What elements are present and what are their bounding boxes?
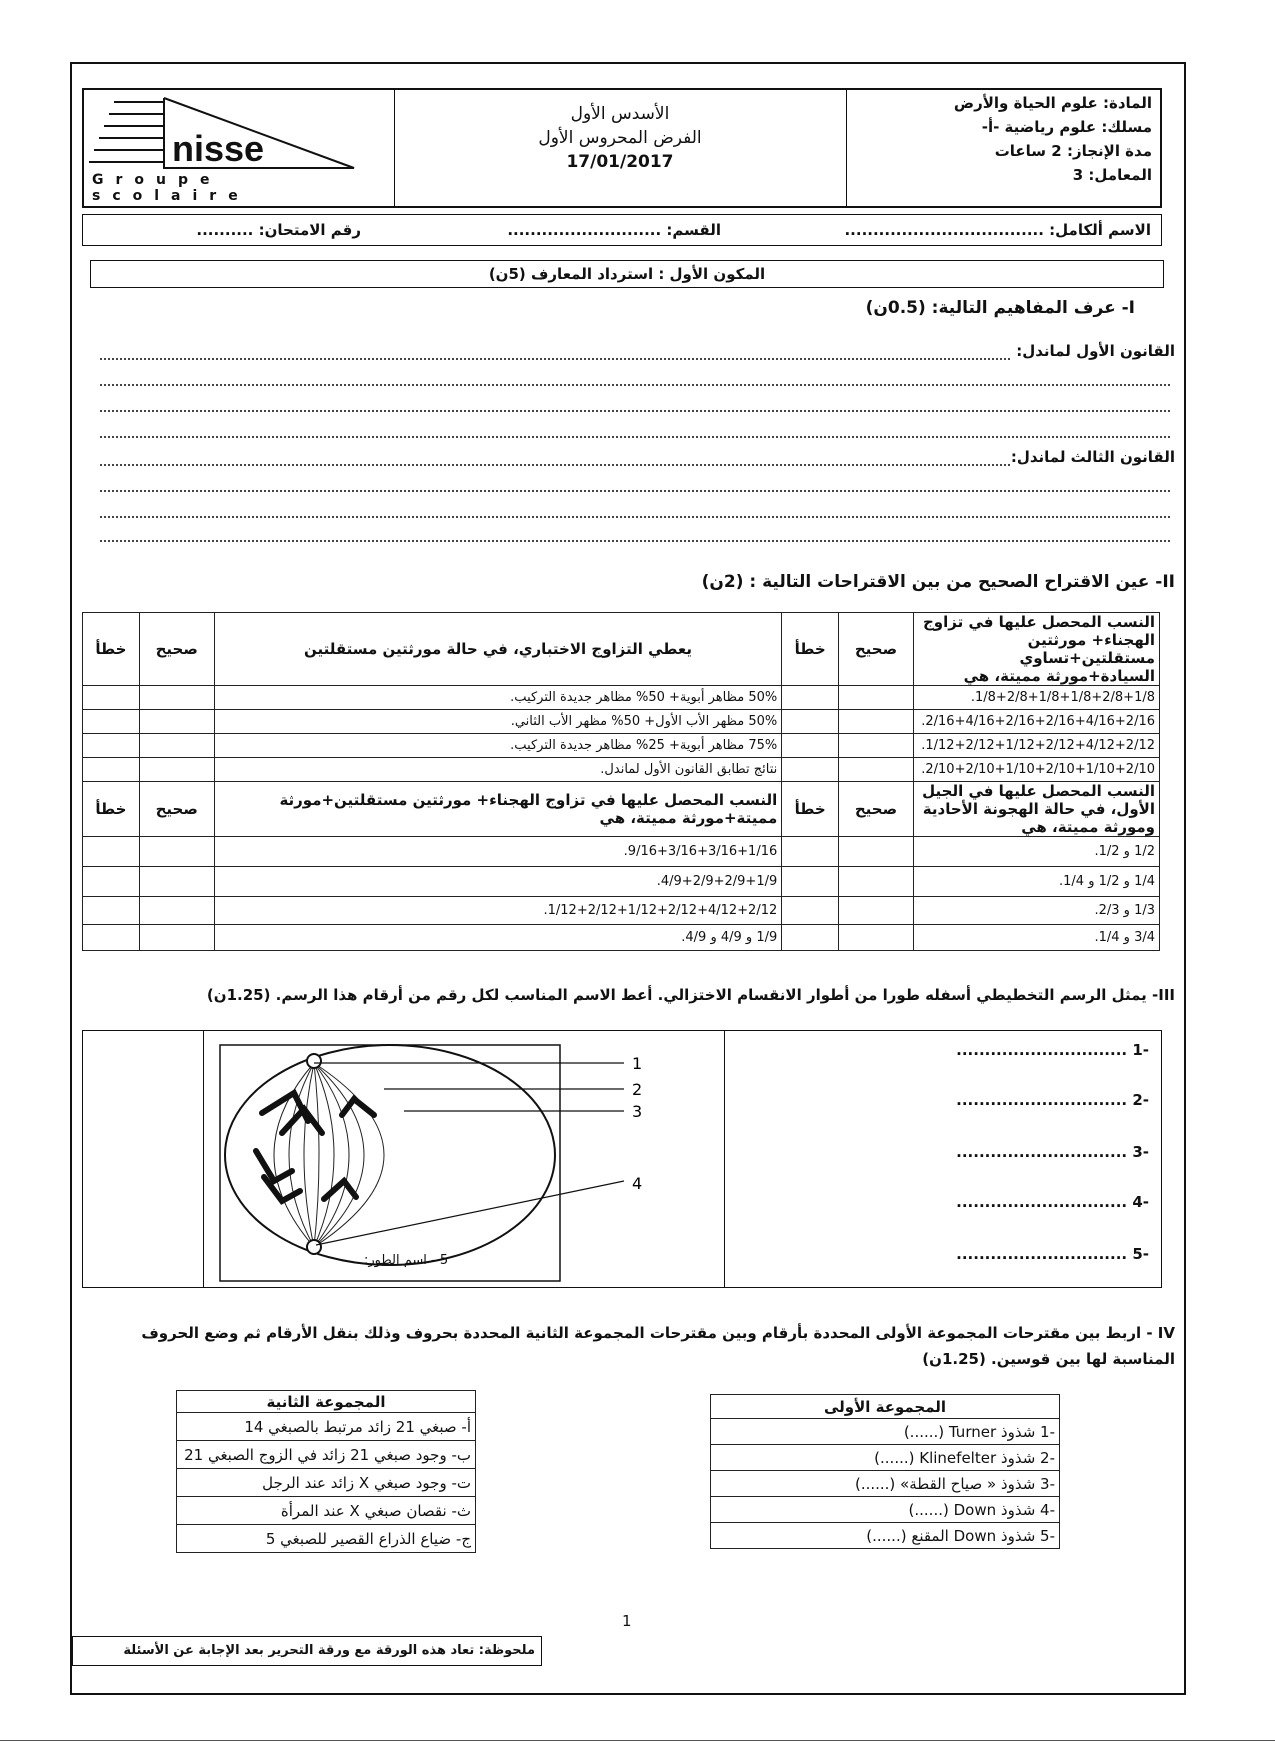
answer-cell[interactable]	[139, 734, 214, 758]
part2-table	[82, 612, 1160, 951]
group1-item[interactable]: -3 شذوذ « صياح القطة» (......)	[711, 1471, 1060, 1497]
q2-option: 50% مظهر الأب الأول+ 50% مظهر الأب الثاني.	[214, 710, 782, 734]
q2-option: 75% مظاهر أبوية+ 25% مظاهر جديدة التركيب.	[214, 734, 782, 758]
answer-cell[interactable]	[839, 837, 914, 867]
phase-caption: 5 - اسم الطور:	[364, 1253, 449, 1268]
answer-cell[interactable]	[139, 686, 214, 710]
q1-statement: النسب المحصل عليها في تزاوج الهجناء+ مورثتين مستقلتين+تساوي السيادة+مورثة مميتة، هي	[913, 613, 1159, 686]
part4-title: IV - اربط بين مقترحات المجموعة الأولى المحددة بأرقام وبين مقترحات المجموعة الثانية المحددة بحروف وذلك بنقل الأرقام ثم وضع الحروف المناسبة لها بين قوسين. (1.25ن)	[141, 1324, 1175, 1368]
answer-cell[interactable]	[139, 897, 214, 925]
col-false: خطأ	[83, 613, 140, 686]
answer-cell[interactable]	[139, 925, 214, 951]
law3-label: القانون الثالث لماندل:	[1010, 448, 1175, 466]
part2-title: II- عين الاقتراح الصحيح من بين الاقتراحات التالية : (2ن)	[701, 572, 1175, 592]
q4-option: 1/12+2/12+1/12+2/12+4/12+2/12.	[214, 897, 782, 925]
answer-cell[interactable]	[83, 710, 140, 734]
part3-answer-1[interactable]: -1 ..............................	[956, 1041, 1149, 1059]
group1-item[interactable]: -5 شذوذ Down المقنع (......)	[711, 1523, 1060, 1549]
answer-cell[interactable]	[782, 734, 839, 758]
answer-cell[interactable]	[83, 867, 140, 897]
group2-title: المجموعة الثانية	[177, 1391, 476, 1413]
q2-option: نتائج تطابق القانون الأول لماندل.	[214, 758, 782, 782]
exam-date: 17/01/2017	[566, 152, 674, 172]
answer-cell[interactable]	[782, 897, 839, 925]
centrosome-bottom	[307, 1240, 321, 1254]
chromosomes	[256, 1093, 374, 1201]
group2-item: ث- نقصان صبغي X عند المرأة	[177, 1497, 476, 1525]
diagram-area	[203, 1031, 725, 1287]
answer-cell[interactable]	[839, 686, 914, 710]
group1-item[interactable]: -2 شذوذ Klinefelter (......)	[711, 1445, 1060, 1471]
meiosis-diagram	[204, 1031, 724, 1287]
answer-cell[interactable]	[83, 925, 140, 951]
col-true: صحيح	[139, 613, 214, 686]
answer-cell[interactable]	[839, 734, 914, 758]
group2-item: ت- وجود صبغي X زائد عند الرجل	[177, 1469, 476, 1497]
group2-table	[176, 1390, 476, 1553]
q4-option: 9/16+3/16+3/16+1/16.	[214, 837, 782, 867]
semester: الأسدس الأول	[570, 104, 670, 124]
answer-line[interactable]	[100, 410, 1170, 412]
group1-title: المجموعة الأولى	[711, 1395, 1060, 1419]
q4-option: 1/9 و 4/9 و 4/9.	[214, 925, 782, 951]
q1-option: 2/16+4/16+2/16+2/16+4/16+2/16.	[913, 710, 1159, 734]
diagram-frame	[220, 1045, 560, 1281]
logo	[84, 90, 395, 206]
group1-table	[710, 1394, 1060, 1549]
answer-cell[interactable]	[782, 710, 839, 734]
answer-cell[interactable]	[139, 837, 214, 867]
q3-option: 1/3 و 2/3.	[913, 897, 1159, 925]
class-field[interactable]: القسم: ...........................	[507, 221, 721, 239]
q3-option: 1/2 و 1/2.	[913, 837, 1159, 867]
col-false: خطأ	[782, 613, 839, 686]
answer-cell[interactable]	[139, 758, 214, 782]
q4-option: 4/9+2/9+2/9+1/9.	[214, 867, 782, 897]
course-info	[846, 90, 1160, 206]
header-box	[82, 88, 1162, 208]
q2-option: 50% مظاهر أبوية+ 50% مظاهر جديدة التركيب.	[214, 686, 782, 710]
part3-answer-5[interactable]: -5 ..............................	[956, 1245, 1149, 1263]
answer-cell[interactable]	[839, 710, 914, 734]
group2-item: أ- صبغي 21 زائد مرتبط بالصبغي 14	[177, 1413, 476, 1441]
footer-note: ملحوظة: تعاد هذه الورقة مع ورقة التحرير بعد الإجابة عن الأسئلة	[72, 1636, 542, 1666]
answer-cell[interactable]	[83, 897, 140, 925]
q1-option: 1/8+2/8+1/8+1/8+2/8+1/8.	[913, 686, 1159, 710]
subject: المادة: علوم الحياة والأرض	[953, 94, 1152, 112]
logo-name: nisse	[172, 128, 265, 169]
exam-number-field[interactable]: رقم الامتحان: ..........	[196, 221, 361, 239]
logo-subtitle: Groupe scolaire	[92, 172, 250, 204]
group1-item[interactable]: -1 شذوذ Turner (......)	[711, 1419, 1060, 1445]
part3-box	[82, 1030, 1162, 1288]
answer-cell[interactable]	[839, 925, 914, 951]
answer-line[interactable]	[100, 436, 1170, 438]
coefficient: المعامل: 3	[1072, 166, 1152, 184]
section1-title	[90, 260, 1164, 288]
answer-cell[interactable]	[839, 897, 914, 925]
part3-title: III- يمثل الرسم التخطيطي أسفله طورا من أطوار الانقسام الاختزالي. أعط الاسم المناسب لكل رقم من أرقام هذا الرسم. (1.25ن)	[206, 986, 1175, 1004]
q1-option: 2/10+2/10+1/10+2/10+1/10+2/10.	[913, 758, 1159, 782]
part1-title: I- عرف المفاهيم التالية: (0.5ن)	[865, 298, 1135, 318]
bottom-rule	[0, 1740, 1275, 1741]
answer-line[interactable]	[100, 516, 1170, 518]
col-true: صحيح	[139, 782, 214, 837]
q1-option: 1/12+2/12+1/12+2/12+4/12+2/12.	[913, 734, 1159, 758]
answer-cell[interactable]	[782, 758, 839, 782]
diagram-label-3: 3	[632, 1102, 643, 1121]
part3-answer-2[interactable]: -2 ..............................	[956, 1091, 1149, 1109]
answer-cell[interactable]	[83, 686, 140, 710]
spindle-fibers	[274, 1063, 384, 1247]
col-true: صحيح	[839, 782, 914, 837]
law1-label: القانون الأول لماندل:	[1016, 342, 1175, 360]
diagram-label-4: 4	[632, 1174, 643, 1193]
group2-item: ب- وجود صبغي 21 زائد في الزوج الصبغي 21	[177, 1441, 476, 1469]
answer-cell[interactable]	[782, 867, 839, 897]
page-number: 1	[622, 1612, 632, 1630]
q3-option: 1/4 و 1/2 و 1/4.	[913, 867, 1159, 897]
duration: مدة الإنجاز: 2 ساعات	[994, 142, 1152, 160]
answer-cell[interactable]	[139, 867, 214, 897]
track: مسلك: علوم رياضية -أ-	[981, 118, 1152, 136]
q2-statement: يعطي التزاوج الاختباري، في حالة مورثتين مستقلتين	[214, 613, 782, 686]
answer-cell[interactable]	[139, 710, 214, 734]
answer-cell[interactable]	[83, 837, 140, 867]
exam-info	[394, 90, 847, 206]
group2-item: ج- ضياع الذراع القصير للصبغي 5	[177, 1525, 476, 1553]
exam-title: الفرض المحروس الأول	[538, 128, 702, 148]
student-info	[82, 214, 1162, 246]
group1-item[interactable]: -4 شذوذ Down (......)	[711, 1497, 1060, 1523]
col-true: صحيح	[839, 613, 914, 686]
q4-statement: النسب المحصل عليها في تزاوج الهجناء+ مورثتين مستقلتين+مورثة مميتة+مورثة مميتة، هي	[214, 782, 782, 837]
answer-cell[interactable]	[839, 758, 914, 782]
section1-title-text: المكون الأول : استرداد المعارف (5ن)	[488, 265, 766, 283]
answer-cell[interactable]	[83, 734, 140, 758]
answer-line[interactable]	[100, 384, 1170, 386]
answer-cell[interactable]	[839, 867, 914, 897]
col-false: خطأ	[782, 782, 839, 837]
part3-answer-4[interactable]: -4 ..............................	[956, 1193, 1149, 1211]
answer-line[interactable]	[100, 540, 1170, 542]
answer-line[interactable]	[100, 464, 1010, 466]
answer-cell[interactable]	[782, 837, 839, 867]
answer-line[interactable]	[100, 490, 1170, 492]
diagram-label-2: 2	[632, 1080, 643, 1099]
label-lines	[314, 1063, 624, 1245]
answer-cell[interactable]	[782, 686, 839, 710]
answer-cell[interactable]	[83, 758, 140, 782]
q3-option: 3/4 و 1/4.	[913, 925, 1159, 951]
col-false: خطأ	[83, 782, 140, 837]
part3-answer-3[interactable]: -3 ..............................	[956, 1143, 1149, 1161]
full-name-field[interactable]: الاسم ألكامل: ...................................	[844, 221, 1151, 239]
q3-statement: النسب المحصل عليها في الجيل الأول، في حالة الهجونة الأحادية ومورثة مميتة، هي	[913, 782, 1159, 837]
centrosome-top	[307, 1054, 321, 1068]
diagram-label-1: 1	[632, 1054, 643, 1073]
answer-line[interactable]	[100, 358, 1010, 360]
answer-cell[interactable]	[782, 925, 839, 951]
